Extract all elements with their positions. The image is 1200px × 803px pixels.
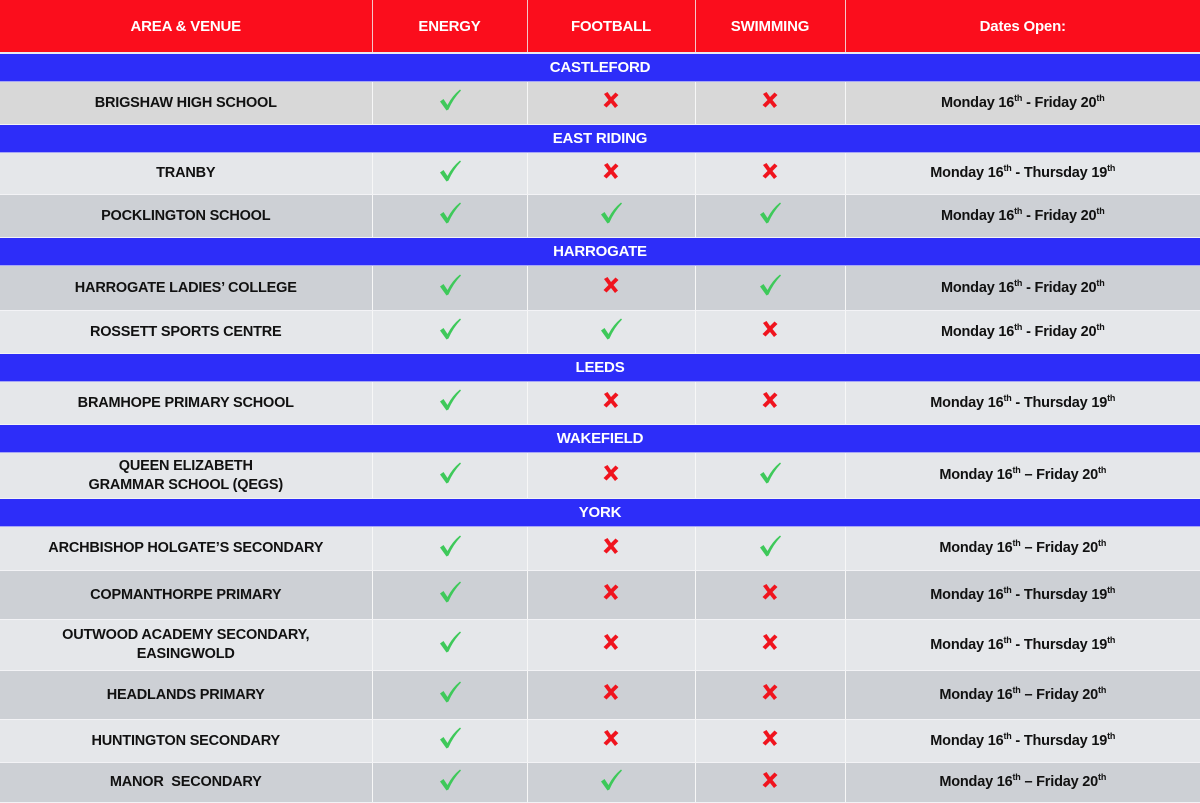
energy-availability-cell [372, 527, 527, 571]
date-separator: – [1020, 686, 1037, 703]
cross-icon [598, 679, 624, 705]
check-icon [437, 272, 463, 298]
date-end-suffix: th [1096, 277, 1105, 288]
date-end: Friday 20 [1036, 467, 1099, 483]
date-end-suffix: th [1107, 163, 1116, 173]
check-icon [437, 629, 463, 655]
swimming-availability-cell [695, 195, 845, 238]
date-start: Monday 16 [940, 94, 1015, 111]
date-start: Monday 16 [940, 207, 1015, 224]
energy-availability-cell [372, 453, 527, 499]
cross-icon [598, 87, 624, 113]
check-icon [757, 200, 783, 226]
swimming-availability-cell [695, 527, 845, 571]
date-separator: – [1020, 540, 1037, 556]
venue-name: QUEEN ELIZABETH GRAMMAR SCHOOL (QEGS) [0, 453, 372, 499]
check-icon [437, 87, 463, 113]
date-end: Friday 20 [1034, 94, 1097, 111]
cross-icon [757, 679, 783, 705]
date-end: Friday 20 [1034, 279, 1097, 296]
date-end-suffix: th [1107, 584, 1116, 595]
venue-name: BRAMHOPE PRIMARY SCHOOL [0, 382, 372, 425]
date-end-suffix: th [1107, 392, 1116, 403]
cross-icon [598, 629, 624, 655]
venue-row [0, 527, 1200, 571]
region-name: CASTLEFORD [0, 53, 1200, 82]
date-start-suffix: th [1014, 277, 1023, 288]
venue-row [0, 382, 1200, 425]
venue-name: HEADLANDS PRIMARY [0, 671, 372, 720]
region-row [0, 425, 1200, 453]
energy-availability-cell [372, 311, 527, 354]
date-end-suffix: th [1096, 205, 1105, 216]
cross-icon [757, 87, 783, 113]
date-end: Thursday 19 [1023, 586, 1108, 603]
check-icon [598, 767, 624, 793]
football-availability-cell [527, 720, 695, 763]
dates-open-cell [845, 266, 1200, 311]
venue-row [0, 671, 1200, 720]
energy-availability-cell [372, 720, 527, 763]
cross-icon [598, 272, 624, 298]
dates-open-cell [845, 453, 1200, 499]
dates-open-cell [845, 620, 1200, 671]
dates-open-cell [845, 720, 1200, 763]
region-row [0, 125, 1200, 153]
cross-icon [757, 158, 783, 184]
date-start-suffix: th [1003, 392, 1012, 403]
football-availability-cell [527, 763, 695, 803]
cross-icon [598, 725, 624, 751]
region-row [0, 238, 1200, 266]
venue-row [0, 311, 1200, 354]
header-energy: ENERGY [372, 0, 527, 53]
region-name: YORK [0, 499, 1200, 527]
date-separator: - [1022, 94, 1035, 111]
date-end: Friday 20 [1034, 323, 1097, 340]
venue-name: ARCHBISHOP HOLGATE’S SECONDARY [0, 527, 372, 571]
venue-row [0, 195, 1200, 238]
football-availability-cell [527, 311, 695, 354]
date-start-suffix: th [1014, 321, 1023, 332]
dates-open-cell [845, 153, 1200, 195]
cross-icon [598, 158, 624, 184]
check-icon [437, 579, 463, 605]
date-end: Friday 20 [1036, 774, 1099, 790]
football-availability-cell [527, 82, 695, 125]
venue-row [0, 720, 1200, 763]
date-separator: - [1022, 207, 1035, 224]
date-start: Monday 16 [930, 165, 1004, 181]
swimming-availability-cell [695, 153, 845, 195]
date-start: Monday 16 [930, 636, 1004, 653]
date-end-suffix: th [1098, 772, 1107, 782]
check-icon [437, 679, 463, 705]
venue-row [0, 453, 1200, 499]
header-swimming: SWIMMING [695, 0, 845, 53]
date-start: Monday 16 [930, 586, 1004, 603]
swimming-availability-cell [695, 571, 845, 620]
dates-open-cell [845, 763, 1200, 803]
header-dates-open: Dates Open: [845, 0, 1200, 53]
date-start-suffix: th [1003, 634, 1012, 645]
energy-availability-cell [372, 195, 527, 238]
football-availability-cell [527, 382, 695, 425]
dates-open-cell [845, 382, 1200, 425]
venue-name: HARROGATE LADIES’ COLLEGE [0, 266, 372, 311]
dates-open-cell [845, 527, 1200, 571]
football-availability-cell [527, 153, 695, 195]
date-start-suffix: th [1012, 684, 1021, 695]
football-availability-cell [527, 671, 695, 720]
check-icon [757, 272, 783, 298]
date-end-suffix: th [1096, 321, 1105, 332]
date-start-suffix: th [1014, 205, 1023, 216]
region-name: LEEDS [0, 354, 1200, 382]
check-icon [598, 316, 624, 342]
cross-icon [757, 629, 783, 655]
region-row [0, 354, 1200, 382]
swimming-availability-cell [695, 453, 845, 499]
date-separator: - [1022, 279, 1035, 296]
swimming-availability-cell [695, 763, 845, 803]
date-end: Thursday 19 [1023, 636, 1108, 653]
date-start-suffix: th [1012, 538, 1021, 548]
date-end-suffix: th [1098, 538, 1107, 548]
venue-name: BRIGSHAW HIGH SCHOOL [0, 82, 372, 125]
date-start-suffix: th [1003, 584, 1012, 595]
football-availability-cell [527, 571, 695, 620]
check-icon [437, 387, 463, 413]
dates-open-cell [845, 671, 1200, 720]
table-header-row [0, 0, 1200, 53]
venue-row [0, 620, 1200, 671]
date-separator: - [1011, 165, 1024, 181]
table-body [0, 53, 1200, 803]
date-separator: - [1011, 732, 1024, 749]
check-icon [757, 533, 783, 559]
venue-row [0, 571, 1200, 620]
energy-availability-cell [372, 382, 527, 425]
venue-row [0, 763, 1200, 803]
date-start-suffix: th [1012, 465, 1021, 475]
date-end: Friday 20 [1034, 207, 1097, 224]
swimming-availability-cell [695, 671, 845, 720]
date-separator: - [1011, 636, 1024, 653]
region-name: EAST RIDING [0, 125, 1200, 153]
cross-icon [757, 767, 783, 793]
swimming-availability-cell [695, 382, 845, 425]
venue-name: POCKLINGTON SCHOOL [0, 195, 372, 238]
region-name: HARROGATE [0, 238, 1200, 266]
check-icon [598, 200, 624, 226]
date-start-suffix: th [1012, 772, 1021, 782]
date-end-suffix: th [1098, 465, 1107, 475]
venue-name: ROSSETT SPORTS CENTRE [0, 311, 372, 354]
swimming-availability-cell [695, 720, 845, 763]
cross-icon [757, 579, 783, 605]
check-icon [437, 533, 463, 559]
check-icon [437, 200, 463, 226]
venue-name: COPMANTHORPE PRIMARY [0, 571, 372, 620]
cross-icon [757, 387, 783, 413]
swimming-availability-cell [695, 266, 845, 311]
check-icon [437, 316, 463, 342]
date-separator: – [1020, 774, 1037, 790]
date-start-suffix: th [1014, 92, 1023, 103]
energy-availability-cell [372, 82, 527, 125]
date-start: Monday 16 [930, 732, 1004, 749]
venue-row [0, 153, 1200, 195]
date-end-suffix: th [1096, 92, 1105, 103]
cross-icon [598, 387, 624, 413]
football-availability-cell [527, 620, 695, 671]
date-start: Monday 16 [940, 279, 1015, 296]
swimming-availability-cell [695, 620, 845, 671]
cross-icon [757, 725, 783, 751]
date-end: Thursday 19 [1023, 165, 1108, 181]
date-start: Monday 16 [940, 323, 1015, 340]
energy-availability-cell [372, 153, 527, 195]
date-start-suffix: th [1003, 730, 1012, 741]
energy-availability-cell [372, 266, 527, 311]
venue-name: HUNTINGTON SECONDARY [0, 720, 372, 763]
cross-icon [598, 579, 624, 605]
date-separator: – [1020, 467, 1037, 483]
football-availability-cell [527, 527, 695, 571]
venue-row [0, 266, 1200, 311]
check-icon [437, 767, 463, 793]
date-start: Monday 16 [939, 686, 1013, 703]
date-end-suffix: th [1107, 634, 1116, 645]
venue-name: OUTWOOD ACADEMY SECONDARY, EASINGWOLD [0, 620, 372, 671]
energy-availability-cell [372, 571, 527, 620]
cross-icon [757, 316, 783, 342]
date-end: Thursday 19 [1023, 394, 1108, 411]
date-start: Monday 16 [939, 540, 1013, 556]
energy-availability-cell [372, 763, 527, 803]
cross-icon [598, 460, 624, 486]
date-start: Monday 16 [930, 394, 1004, 411]
date-separator: - [1011, 394, 1024, 411]
header-football: FOOTBALL [527, 0, 695, 53]
check-icon [437, 158, 463, 184]
header-area-venue: AREA & VENUE [0, 0, 372, 53]
energy-availability-cell [372, 620, 527, 671]
date-separator: - [1022, 323, 1035, 340]
date-end-suffix: th [1107, 730, 1116, 741]
venue-row [0, 82, 1200, 125]
cross-icon [598, 533, 624, 559]
swimming-availability-cell [695, 82, 845, 125]
date-end: Friday 20 [1036, 686, 1099, 703]
swimming-availability-cell [695, 311, 845, 354]
date-start: Monday 16 [939, 774, 1013, 790]
dates-open-cell [845, 571, 1200, 620]
date-end-suffix: th [1098, 684, 1107, 695]
venue-name: TRANBY [0, 153, 372, 195]
region-name: WAKEFIELD [0, 425, 1200, 453]
dates-open-cell [845, 311, 1200, 354]
date-separator: - [1011, 586, 1024, 603]
dates-open-cell [845, 82, 1200, 125]
date-start-suffix: th [1003, 163, 1012, 173]
date-end: Friday 20 [1036, 540, 1099, 556]
football-availability-cell [527, 453, 695, 499]
football-availability-cell [527, 195, 695, 238]
check-icon [437, 725, 463, 751]
region-row [0, 499, 1200, 527]
date-end: Thursday 19 [1023, 732, 1108, 749]
check-icon [437, 460, 463, 486]
region-row [0, 53, 1200, 82]
football-availability-cell [527, 266, 695, 311]
dates-open-cell [845, 195, 1200, 238]
date-start: Monday 16 [939, 467, 1013, 483]
energy-availability-cell [372, 671, 527, 720]
check-icon [757, 460, 783, 486]
venue-name: MANOR SECONDARY [0, 763, 372, 803]
